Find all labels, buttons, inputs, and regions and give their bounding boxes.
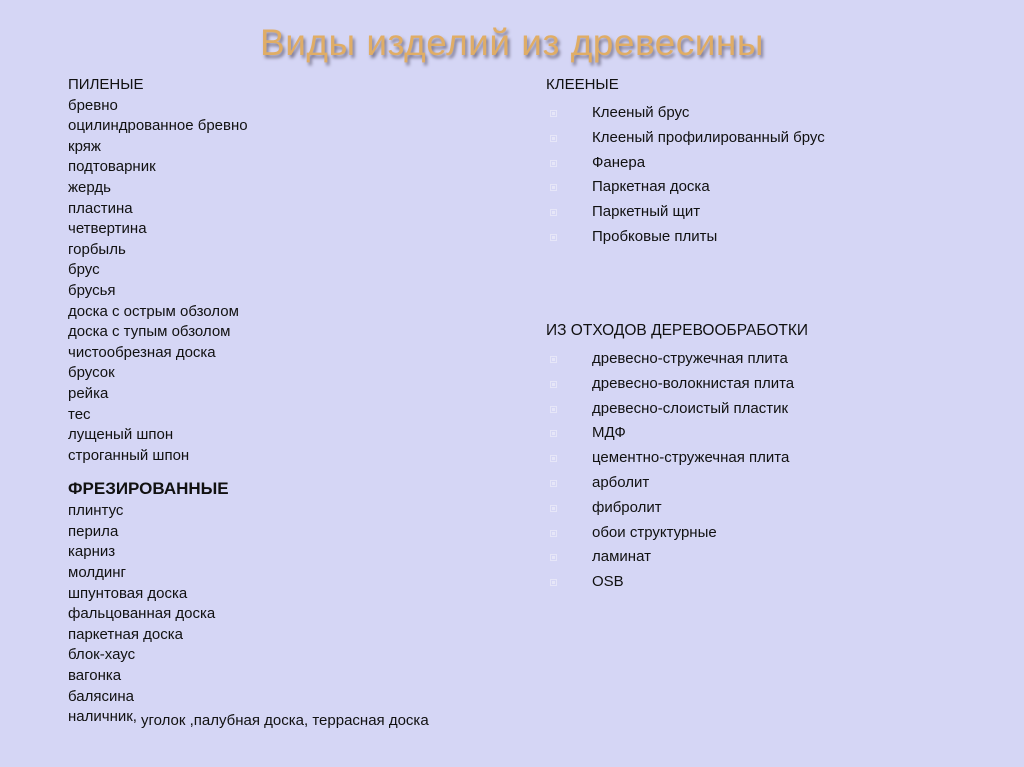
- slide-title: Виды изделий из древесины: [260, 22, 764, 63]
- list-item: [68, 707, 429, 728]
- square-bullet-icon: [550, 430, 557, 437]
- list-item: чистообрезная доска: [68, 343, 216, 361]
- left-column: [68, 75, 429, 728]
- list-item-text: обои структурные: [592, 523, 717, 541]
- list-item: кряж: [68, 137, 101, 155]
- sawn-list: [68, 96, 429, 467]
- list-item-text: наличник,: [68, 708, 137, 726]
- glued-list: [546, 101, 825, 250]
- square-bullet-icon: [550, 579, 557, 586]
- list-item: [546, 175, 825, 200]
- list-item: четвертина: [68, 220, 147, 238]
- list-item: брусок: [68, 364, 115, 382]
- list-item: [546, 521, 808, 546]
- square-bullet-icon: [550, 530, 557, 537]
- list-item: [546, 151, 825, 176]
- list-item-text: Паркетная доска: [592, 178, 710, 196]
- waste-section: [546, 321, 808, 595]
- list-item: лущеный шпон: [68, 426, 174, 444]
- list-item: бревно: [68, 96, 118, 114]
- list-item-text: Клееный брус: [592, 104, 690, 121]
- list-item: плинтус: [68, 502, 124, 520]
- list-item-text: цементно-стружечная плита: [592, 449, 790, 467]
- sawn-heading: ПИЛЕНЫЕ: [68, 76, 144, 93]
- list-item: горбыль: [68, 240, 126, 258]
- square-bullet-icon: [550, 480, 557, 487]
- milled-heading: ФРЕЗИРОВАННЫЕ: [68, 479, 229, 499]
- square-bullet-icon: [550, 554, 557, 561]
- list-item-text: Пробковые плиты: [592, 227, 718, 245]
- list-item: доска с острым обзолом: [68, 302, 239, 320]
- list-item-text: Паркетный щит: [592, 203, 701, 221]
- list-item: паркетная доска: [68, 625, 183, 643]
- list-item: блок-хаус: [68, 646, 136, 664]
- list-item-text: OSB: [592, 573, 624, 591]
- list-item: [546, 570, 808, 595]
- list-item: строганный шпон: [68, 446, 190, 464]
- list-item: [546, 347, 808, 372]
- square-bullet-icon: [550, 209, 557, 216]
- list-item-text: древесно-слоистый пластик: [592, 399, 789, 417]
- list-item: пластина: [68, 199, 133, 217]
- list-item-text: древесно-стружечная плита: [592, 350, 788, 367]
- list-item-text: арболит: [592, 473, 650, 491]
- glued-section: [546, 75, 825, 250]
- list-item: подтоварник: [68, 158, 156, 176]
- glued-heading: КЛЕЕНЫЕ: [546, 76, 619, 93]
- list-item-text: древесно-волокнистая плита: [592, 374, 795, 392]
- list-item-text: Фанера: [592, 153, 646, 171]
- list-item: [546, 545, 808, 570]
- list-item: [546, 496, 808, 521]
- list-item: шпунтовая доска: [68, 584, 188, 602]
- list-item-text: Клееный профилированный брус: [592, 128, 825, 146]
- list-item: брус: [68, 261, 100, 279]
- list-item: [546, 372, 808, 397]
- list-item-text: ламинат: [592, 548, 651, 566]
- list-item-text: фибролит: [592, 498, 662, 516]
- square-bullet-icon: [550, 184, 557, 191]
- list-item: молдинг: [68, 564, 126, 582]
- list-item: брусья: [68, 281, 116, 299]
- list-item: тес: [68, 405, 91, 423]
- square-bullet-icon: [550, 356, 557, 363]
- list-item: балясина: [68, 687, 134, 705]
- milled-list: [68, 501, 429, 707]
- square-bullet-icon: [550, 505, 557, 512]
- square-bullet-icon: [550, 406, 557, 413]
- list-item: доска с тупым обзолом: [68, 323, 231, 341]
- square-bullet-icon: [550, 381, 557, 388]
- list-item: [546, 101, 825, 126]
- list-item: карниз: [68, 543, 116, 561]
- list-item: перила: [68, 522, 119, 540]
- waste-list: [546, 347, 808, 595]
- square-bullet-icon: [550, 110, 557, 117]
- list-item-text: МДФ: [592, 424, 626, 442]
- list-item: [546, 397, 808, 422]
- list-item: [546, 126, 825, 151]
- waste-heading: ИЗ ОТХОДОВ ДЕРЕВООБРАБОТКИ: [546, 322, 809, 339]
- list-item: вагонка: [68, 667, 122, 685]
- square-bullet-icon: [550, 160, 557, 167]
- list-item-extra: уголок ,палубная доска, террасная доска: [140, 712, 429, 730]
- list-item: рейка: [68, 384, 109, 402]
- square-bullet-icon: [550, 135, 557, 142]
- list-item: жердь: [68, 178, 111, 196]
- list-item: оцилиндрованное бревно: [68, 117, 248, 135]
- square-bullet-icon: [550, 455, 557, 462]
- list-item: [546, 471, 808, 496]
- list-item: [546, 200, 825, 225]
- square-bullet-icon: [550, 234, 557, 241]
- list-item: фальцованная доска: [68, 605, 216, 623]
- list-item: [546, 225, 825, 250]
- list-item: [546, 446, 808, 471]
- list-item: [546, 421, 808, 446]
